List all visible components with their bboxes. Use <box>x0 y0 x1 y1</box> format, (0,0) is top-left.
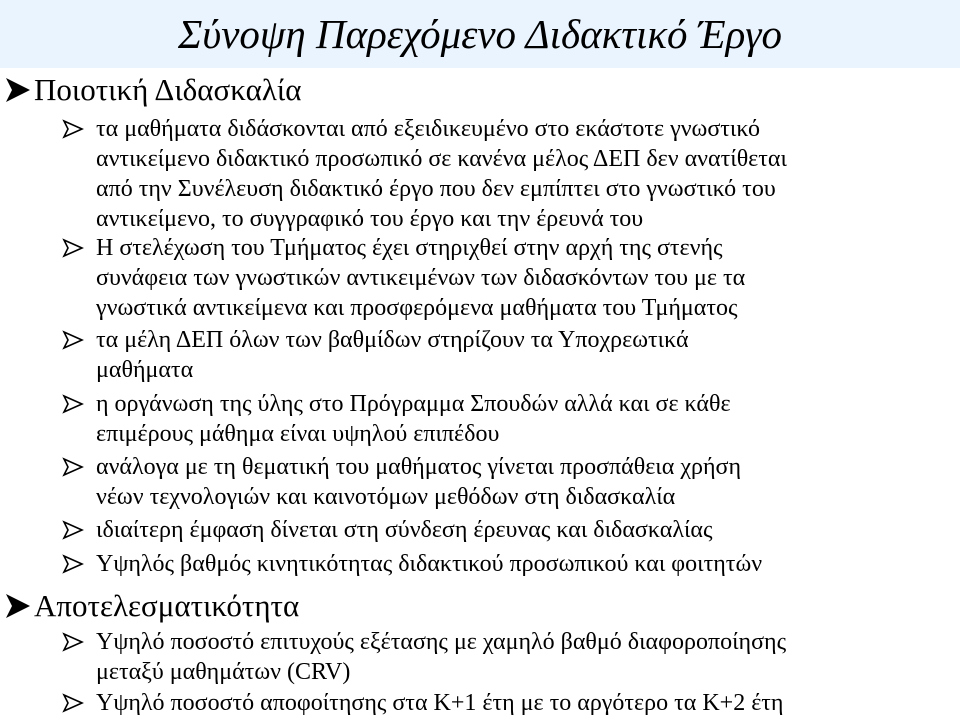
list-item: Υψηλό ποσοστό επιτυχούς εξέτασης με χαμηλό βαθμό διαφοροποίησης μεταξύ μαθημάτων (CRV) <box>62 627 942 687</box>
list-item: Η στελέχωση του Τμήματος έχει στηριχθεί στην αρχή της στενής συνάφεια των γνωστικών αντικειμένων των διδασκόντων του με τα γνωστικά αντικείμενα και προσφερόμενα μαθήματα του Τμήματος <box>62 233 942 323</box>
arrowhead-bullet-icon <box>4 77 32 103</box>
list-item: ανάλογα με τη θεματική του μαθήματος γίνεται προσπάθεια χρήση νέων τεχνολογιών και καινοτόμων μεθόδων στη διδασκαλία <box>62 452 942 512</box>
slide-title: Σύνοψη Παρεχόμενο Διδακτικό Έργο <box>178 11 782 57</box>
arrowhead-bullet-icon <box>62 457 84 477</box>
arrowhead-bullet-icon <box>62 119 84 139</box>
list-item: Υψηλός βαθμός κινητικότητας διδακτικού προσωπικού και φοιτητών <box>62 549 942 579</box>
arrowhead-bullet-icon <box>62 632 84 652</box>
arrowhead-bullet-icon <box>62 693 84 713</box>
list-item: τα μαθήματα διδάσκονται από εξειδικευμένο στο εκάστοτε γνωστικό αντικείμενο διδακτικό προσωπικό σε κανένα μέλος ΔΕΠ δεν ανατίθεται από την Συνέλευση διδακτικό έργο που δεν εμπίπτει στο γνωστικό του αντικείμενο, το συγγραφικό του έργο και την έρευνά του <box>62 114 942 234</box>
arrowhead-bullet-icon <box>4 593 32 619</box>
arrowhead-bullet-icon <box>62 554 84 574</box>
arrowhead-bullet-icon <box>62 520 84 540</box>
list-item: Υψηλό ποσοστό αποφοίτησης στα Κ+1 έτη με το αργότερο τα Κ+2 έτη <box>62 688 942 718</box>
list-item: η οργάνωση της ύλης στο Πρόγραμμα Σπουδών αλλά και σε κάθε επιμέρους μάθημα είναι υψηλού επιπέδου <box>62 389 942 449</box>
arrowhead-bullet-icon <box>62 394 84 414</box>
list-item: ιδιαίτερη έμφαση δίνεται στη σύνδεση έρευνας και διδασκαλίας <box>62 515 942 545</box>
arrowhead-bullet-icon <box>62 330 84 350</box>
list-item: τα μέλη ΔΕΠ όλων των βαθμίδων στηρίζουν τα Υποχρεωτικά μαθήματα <box>62 325 942 385</box>
arrowhead-bullet-icon <box>62 238 84 258</box>
